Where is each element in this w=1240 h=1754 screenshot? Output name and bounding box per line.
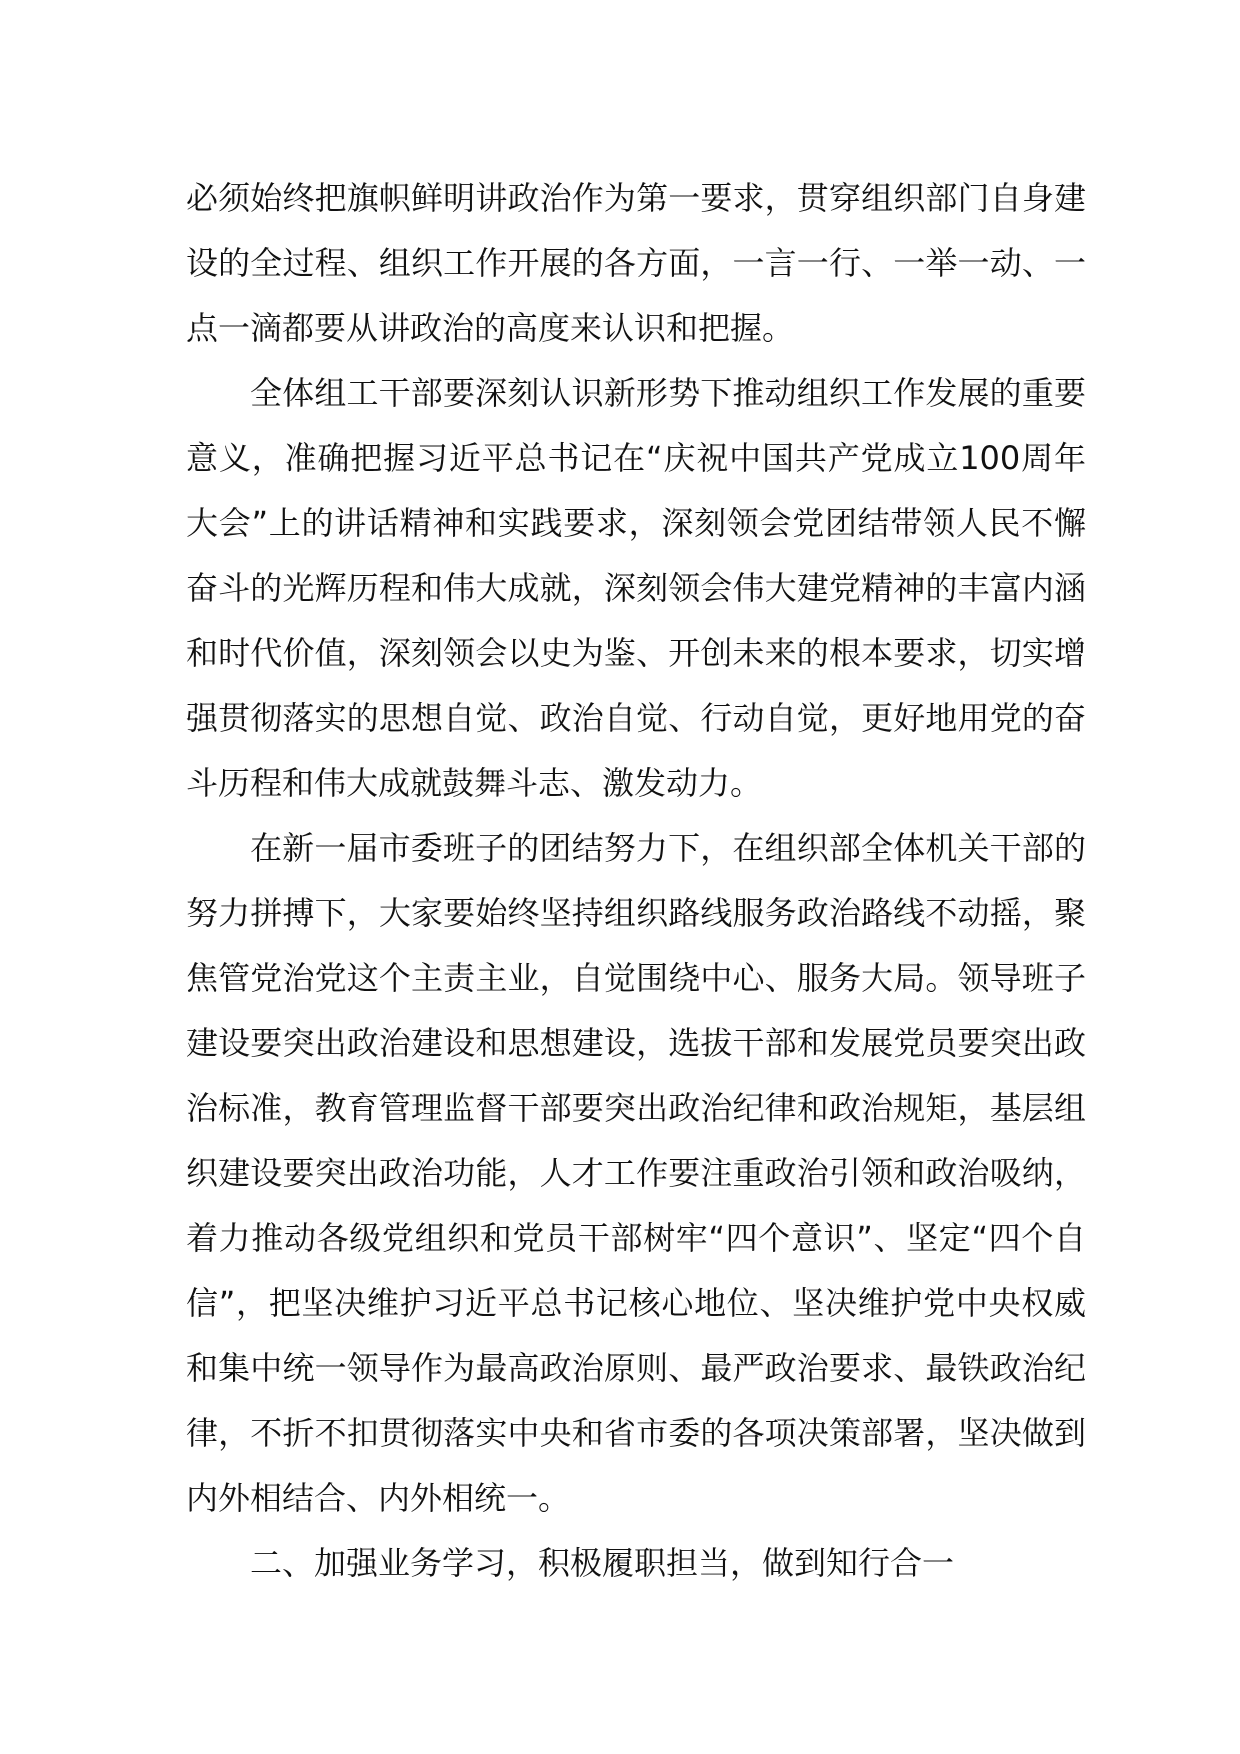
paragraph-1: 必须始终把旗帜鲜明讲政治作为第一要求，贯穿组织部门自身建设的全过程、组织工作开展的各方面，一言一行、一举一动、一点一滴都要从讲政治的高度来认识和把握。 <box>186 179 1086 347</box>
paragraph-2: 全体组工干部要深刻认识新形势下推动组织工作发展的重要意义，准确把握习近平总书记在“庆祝中国共产党成立100周年大会”上的讲话精神和实践要求，深刻领会党团结带领人民不懈奋斗的光辉历程和伟大成就，深刻领会伟大建党精神的丰富内涵和时代价值，深刻领会以史为鉴、开创未来的根本要求，切实增强贯彻落实的思想自觉、政治自觉、行动自觉，更好地用党的奋斗历程和伟大成就鼓舞斗志、激发动力。 <box>186 374 1086 802</box>
document-body <box>186 166 1086 1596</box>
section-heading-2: 二、加强业务学习，积极履职担当，做到知行合一 <box>250 1544 955 1582</box>
paragraph-3: 在新一届市委班子的团结努力下，在组织部全体机关干部的努力拼搏下，大家要始终坚持组织路线服务政治路线不动摇，聚焦管党治党这个主责主业，自觉围绕中心、服务大局。领导班子建设要突出政治建设和思想建设，选拔干部和发展党员要突出政治标准，教育管理监督干部要突出政治纪律和政治规矩，基层组织建设要突出政治功能，人才工作要注重政治引领和政治吸纳，着力推动各级党组织和党员干部树牢“四个意识”、坚定“四个自信”，把坚决维护习近平总书记核心地位、坚决维护党中央权威和集中统一领导作为最高政治原则、最严政治要求、最铁政治纪律，不折不扣贯彻落实中央和省市委的各项决策部署，坚决做到内外相结合、内外相统一。 <box>186 829 1086 1517</box>
